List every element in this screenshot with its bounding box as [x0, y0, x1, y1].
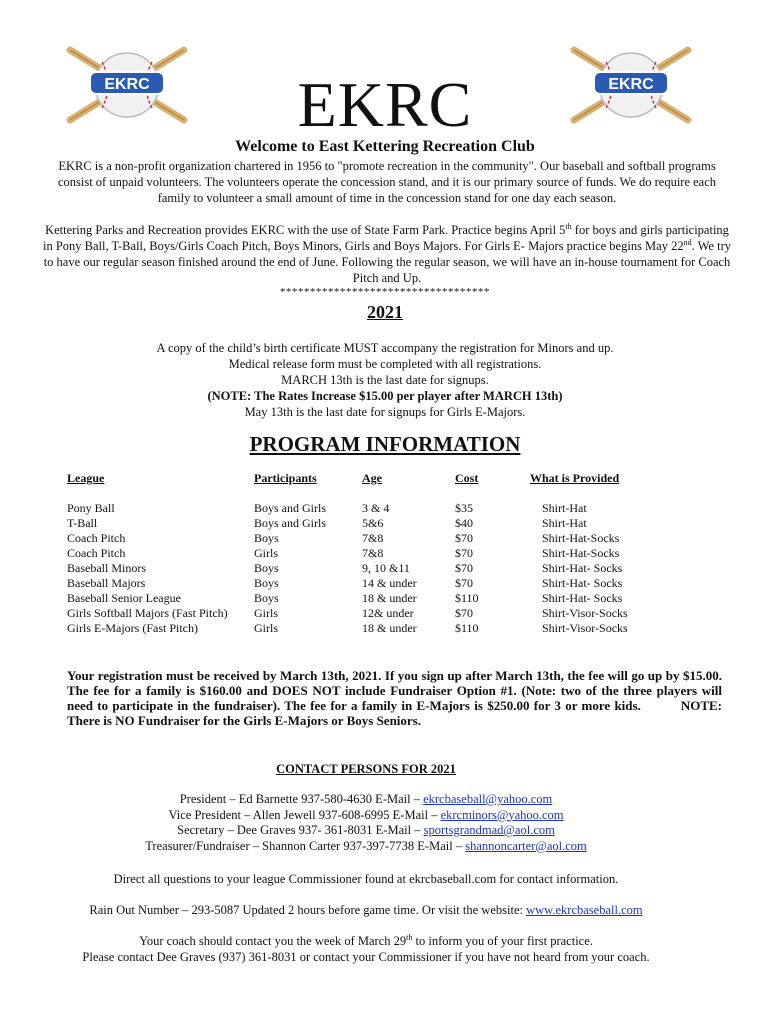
table-cell: Boys and Girls — [254, 501, 326, 515]
rain-out-text: Rain Out Number – 293-5087 Updated 2 hours before game time. Or visit the website: — [89, 903, 527, 917]
contact-text: President – Ed Barnette 937-580-4630 E-Mail – — [179, 792, 424, 806]
table-cell: Boys — [254, 531, 279, 545]
svg-text:EKRC: EKRC — [104, 76, 150, 93]
president-email-link[interactable]: ekrcbaseball@yahoo.com — [423, 792, 553, 806]
provided-column — [530, 471, 628, 636]
intro-paragraph-2 — [42, 222, 732, 286]
svg-text:EKRC: EKRC — [608, 76, 654, 93]
table-cell: 18 & under — [362, 591, 417, 605]
table-cell: Girls — [254, 546, 278, 560]
intro-text: . We try to have our regular season finished around the end of June. Following the regular season, we will have an in-house tournament for Coach Pitch and Up. — [43, 239, 731, 285]
registration-notice — [67, 668, 722, 728]
coach-line-1 — [0, 934, 732, 950]
column-header-provided: What is Provided — [530, 471, 620, 485]
rate-increase-note: (NOTE: The Rates Increase $15.00 per player after MARCH 13th) — [207, 389, 563, 403]
column-header-participants: Participants — [254, 471, 317, 485]
contact-president — [0, 792, 732, 808]
table-cell: $110 — [455, 621, 479, 635]
star-divider: *********************************** — [280, 286, 490, 298]
commissioner-info: Direct all questions to your league Commissioner found at ekrcbaseball.com for contact information. — [113, 872, 619, 886]
table-cell: Shirt-Hat-Socks — [542, 546, 620, 560]
table-cell: 5&6 — [362, 516, 384, 530]
table-cell: Shirt-Visor-Socks — [542, 606, 628, 620]
secretary-email-link[interactable]: sportsgrandmad@aol.com — [423, 823, 555, 837]
table-cell: Baseball Minors — [67, 561, 146, 575]
requirements-block — [0, 340, 770, 420]
registration-notice-text: Your registration must be received by March 13th, 2021. If you sign up after March 13th, the fee will go up by $15.00. The fee for a family is $160.00 and DOES NOT include Fundraiser Option #1. (Note: two of the three players will need to participate in the fundraiser). The fee for a family in E-Majors is $250.00 for 3 or more kids. — [67, 668, 722, 713]
league-column — [67, 471, 228, 636]
season-year: 2021 — [367, 302, 403, 322]
table-cell: 7&8 — [362, 531, 384, 545]
superscript: th — [565, 221, 572, 231]
coach-contact-info — [0, 934, 732, 965]
table-cell: $40 — [455, 516, 473, 530]
table-cell: Shirt-Visor-Socks — [542, 621, 628, 635]
table-cell: Girls Softball Majors (Fast Pitch) — [67, 606, 228, 620]
coach-text: Your coach should contact you the week of March 29 — [139, 934, 407, 948]
page-title: EKRC — [297, 69, 473, 140]
fundraiser-note: NOTE: There is NO Fundraiser for the Girls E-Majors or Boys Seniors. — [67, 698, 722, 728]
contact-treasurer — [0, 839, 732, 855]
table-cell: Shirt-Hat- Socks — [542, 591, 623, 605]
intro-text: for boys and girls participating in Pony Ball, T-Ball, Boys/Girls Coach Pitch, Boys Minors, Girls and Boys Majors. For Girls E- Majors practice begins May 22 — [43, 223, 729, 253]
contact-secretary — [0, 823, 732, 839]
requirement-line: A copy of the child’s birth certificate MUST accompany the registration for Minors and up. — [156, 341, 614, 355]
program-information-heading: PROGRAM INFORMATION — [249, 432, 521, 456]
intro-paragraph-1: EKRC is a non-profit organization chartered in 1956 to "promote recreation in the community". Our baseball and softball programs consist of unpaid volunteers. The volunteers operate the concession stand, and it is our primary source of funds. We do require each family to volunteer a small amount of time in the concession stand for one day each season. — [57, 159, 717, 205]
website-link[interactable]: www.ekrcbaseball.com — [526, 903, 643, 917]
table-cell: $110 — [455, 591, 479, 605]
contact-text: Secretary – Dee Graves 937- 361-8031 E-Mail – — [177, 823, 424, 837]
table-cell: Girls — [254, 606, 278, 620]
contacts-heading: CONTACT PERSONS FOR 2021 — [276, 762, 456, 776]
table-cell: T-Ball — [67, 516, 98, 530]
table-cell: $70 — [455, 546, 473, 560]
coach-line-2: Please contact Dee Graves (937) 361-8031 or contact your Commissioner if you have not heard from your coach. — [82, 949, 650, 964]
contacts-list — [0, 792, 732, 854]
age-column — [362, 471, 417, 636]
contact-text: Treasurer/Fundraiser – Shannon Carter 937-397-7738 E-Mail – — [145, 838, 466, 853]
contact-vice-president — [0, 808, 732, 824]
table-cell: Boys — [254, 561, 279, 575]
table-cell: Coach Pitch — [67, 546, 126, 560]
table-cell: $70 — [455, 606, 473, 620]
table-cell: 9, 10 &11 — [362, 561, 410, 575]
table-cell: Baseball Senior League — [67, 591, 181, 605]
contact-text: Vice President – Allen Jewell 937-608-6995 E-Mail – — [168, 807, 441, 822]
table-cell: 3 & 4 — [362, 501, 390, 515]
table-cell: 18 & under — [362, 621, 417, 635]
intro-text: Kettering Parks and Recreation provides EKRC with the use of State Farm Park. Practice begins April 5 — [45, 223, 566, 237]
cost-column — [455, 471, 479, 636]
superscript: th — [406, 932, 413, 942]
requirement-line: Medical release form must be completed with all registrations. — [228, 357, 542, 371]
table-cell: Boys and Girls — [254, 516, 326, 530]
table-cell: $70 — [455, 531, 473, 545]
treasurer-email-link[interactable]: shannoncarter@aol.com — [465, 838, 587, 853]
table-cell: $70 — [455, 561, 473, 575]
participants-column — [254, 471, 326, 636]
coach-text: to inform you of your first practice. — [412, 934, 593, 948]
table-cell: Girls E-Majors (Fast Pitch) — [67, 621, 198, 635]
superscript: nd — [683, 237, 692, 247]
requirement-line: MARCH 13th is the last date for signups. — [281, 373, 489, 387]
vice-president-email-link[interactable]: ekrcminors@yahoo.com — [440, 807, 564, 822]
table-cell: Coach Pitch — [67, 531, 126, 545]
table-cell: Shirt-Hat — [542, 516, 587, 530]
requirement-line: May 13th is the last date for signups for Girls E-Majors. — [244, 405, 526, 419]
table-cell: Boys — [254, 591, 279, 605]
table-cell: Shirt-Hat-Socks — [542, 531, 620, 545]
column-header-league: League — [67, 471, 105, 485]
table-cell: Baseball Majors — [67, 576, 146, 590]
table-cell: 12& under — [362, 606, 414, 620]
table-cell: Shirt-Hat- Socks — [542, 576, 623, 590]
table-cell: $70 — [455, 576, 473, 590]
table-cell: Shirt-Hat — [542, 501, 587, 515]
rain-out-info — [0, 903, 732, 919]
table-cell: $35 — [455, 501, 473, 515]
table-cell: Girls — [254, 621, 278, 635]
table-cell: Pony Ball — [67, 501, 115, 515]
column-header-age: Age — [362, 471, 382, 485]
table-cell: 14 & under — [362, 576, 417, 590]
table-cell: Shirt-Hat- Socks — [542, 561, 623, 575]
welcome-heading: Welcome to East Kettering Recreation Club — [235, 138, 535, 155]
table-cell: 7&8 — [362, 546, 384, 560]
column-header-cost: Cost — [455, 471, 479, 485]
table-cell: Boys — [254, 576, 279, 590]
